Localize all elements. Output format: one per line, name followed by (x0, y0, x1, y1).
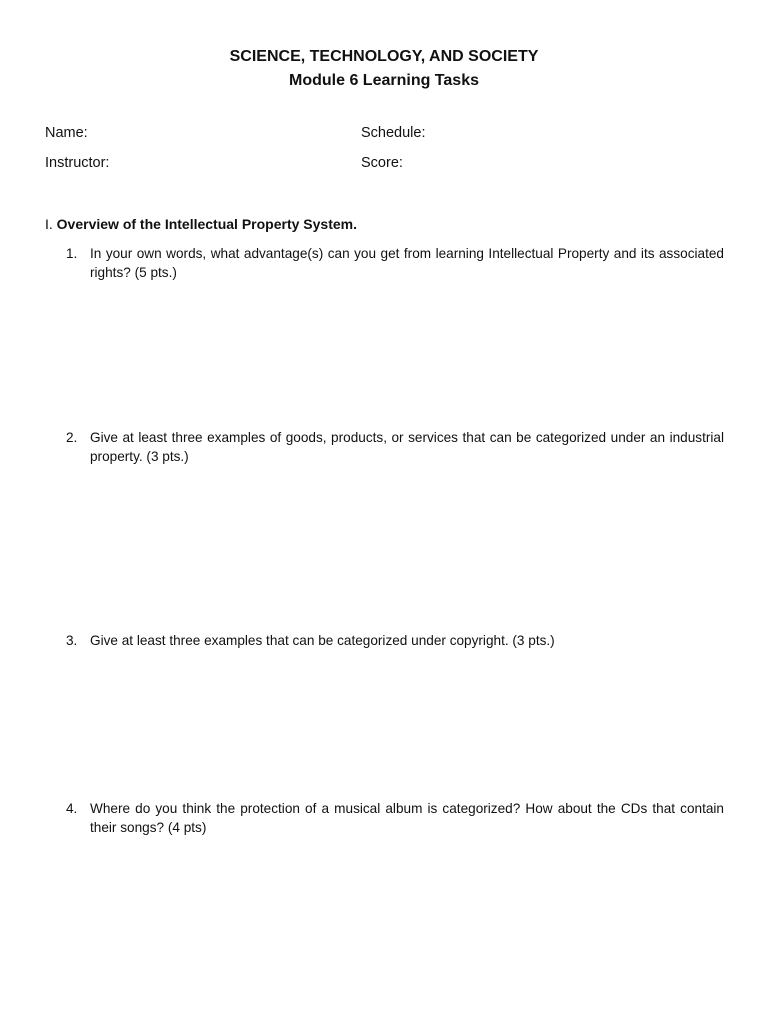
document-subtitle: Module 6 Learning Tasks (289, 72, 479, 89)
section-number: I. (45, 216, 53, 232)
question-text: Give at least three examples of goods, products, or services that can be categorized under an industrial property. (3 pts.) (90, 430, 724, 464)
instructor-label: Instructor: (45, 155, 110, 171)
question-item (66, 800, 724, 837)
question-text: In your own words, what advantage(s) can you get from learning Intellectual Property and its associated rights? (5 pts.) (90, 246, 724, 280)
question-item (66, 245, 724, 282)
question-number: 1. (66, 246, 78, 261)
question-number: 2. (66, 430, 78, 445)
schedule-label: Schedule: (361, 125, 426, 141)
score-label: Score: (361, 155, 403, 171)
question-text: Give at least three examples that can be categorized under copyright. (3 pts.) (90, 633, 555, 648)
name-label: Name: (45, 125, 88, 141)
section-title: Overview of the Intellectual Property System. (56, 216, 357, 232)
question-item (66, 429, 724, 466)
question-item (66, 632, 724, 651)
question-number: 4. (66, 801, 78, 816)
section-heading (45, 215, 357, 233)
question-text: Where do you think the protection of a musical album is categorized? How about the CDs that contain their songs? (4 pts) (90, 801, 724, 835)
document-title: SCIENCE, TECHNOLOGY, AND SOCIETY (229, 48, 539, 65)
question-number: 3. (66, 633, 78, 648)
